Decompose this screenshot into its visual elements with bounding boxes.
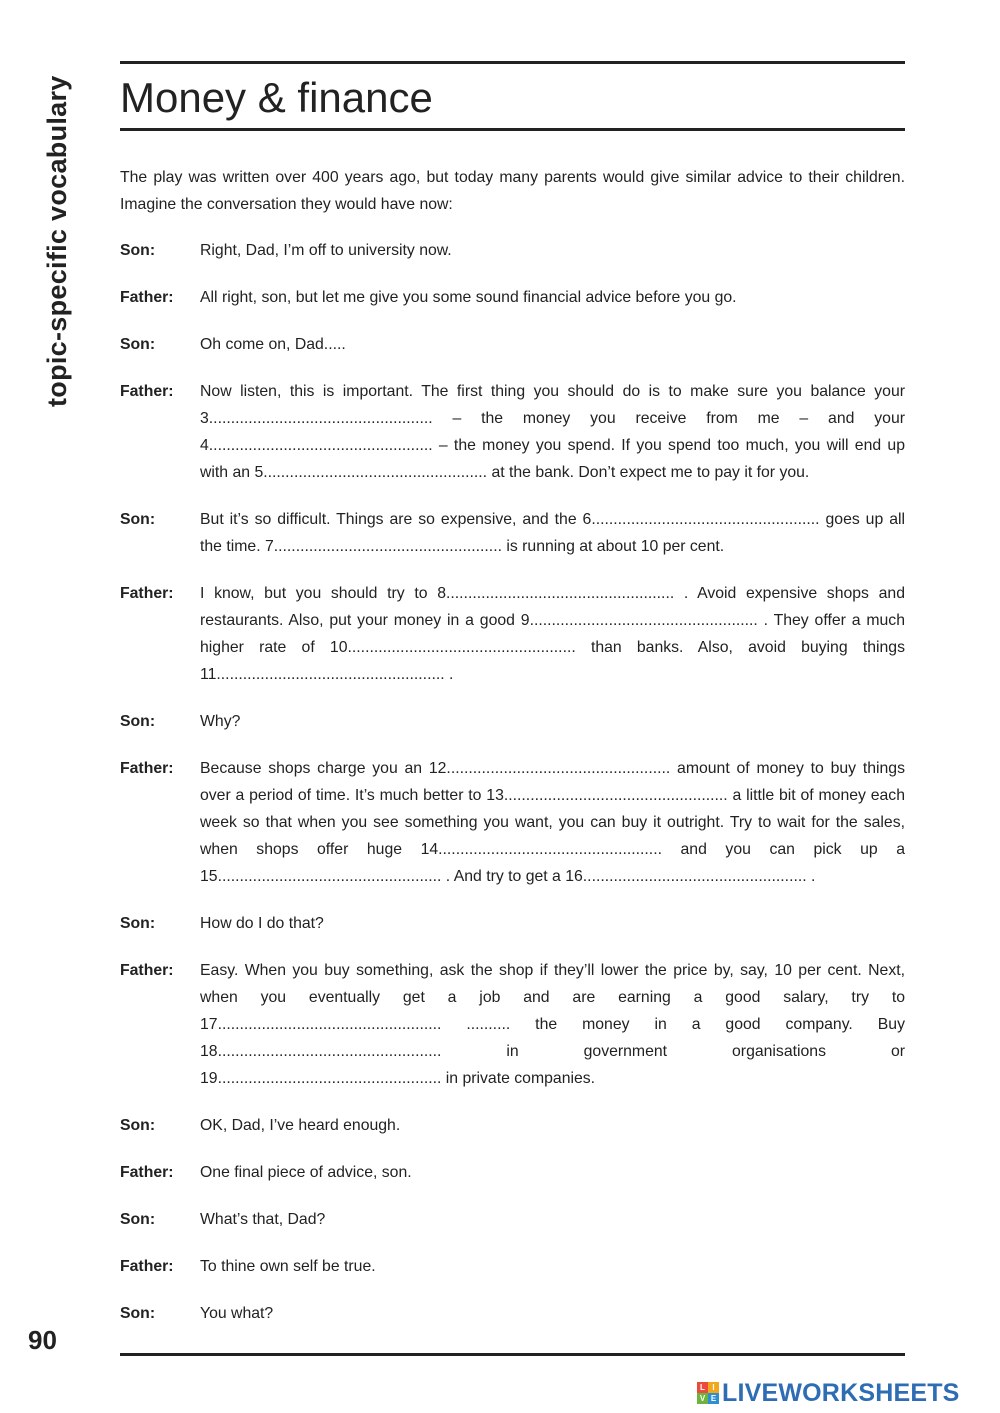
dialogue-line (120, 378, 905, 486)
speaker-label: Son: (120, 336, 156, 353)
speaker-label: Father: (120, 1258, 174, 1275)
speaker-label: Son: (120, 1117, 156, 1134)
dialogue-line (120, 284, 905, 311)
brand-name: LIVEWORKSHEETS (722, 1379, 960, 1407)
speaker-label: Father: (120, 585, 174, 602)
dialogue-line (120, 331, 905, 358)
speaker-label: Father: (120, 289, 174, 306)
logo-letter: I (708, 1382, 719, 1393)
logo-letter: V (697, 1393, 708, 1404)
speech-text: But it’s so difficult. Things are so expensive, and the 6.................................................... goes up all the time. 7.................................................... is running at about 10 per cent. (200, 511, 905, 555)
speaker-label: Father: (120, 1164, 174, 1181)
dialogue-line (120, 580, 905, 688)
speech-text: Easy. When you buy something, ask the shop if they’ll lower the price by, say, 10 per cent. Next, when you eventually get a job and are earning a good salary, try to 17................................................... .......... the money in a good company. Buy 18................................................... in government organisations or 19................................................... in private companies. (200, 962, 905, 1087)
dialogue-line (120, 1206, 905, 1233)
brand-watermark (697, 1378, 960, 1408)
dialogue-line (120, 1253, 905, 1280)
page-number: 90 (28, 1325, 57, 1355)
dialogue-line (120, 1112, 905, 1139)
dialogue (120, 237, 905, 1347)
dialogue-line (120, 755, 905, 890)
top-rule (120, 61, 905, 64)
speech-text: One final piece of advice, son. (200, 1164, 412, 1181)
dialogue-line (120, 708, 905, 735)
dialogue-line (120, 957, 905, 1092)
speaker-label: Son: (120, 1305, 156, 1322)
speech-text: Oh come on, Dad..... (200, 336, 346, 353)
topic-side-label: topic-specific vocabulary (42, 75, 72, 407)
speaker-label: Son: (120, 915, 156, 932)
intro-paragraph: The play was written over 400 years ago, but today many parents would give similar advice to their children. Imagine the conversation they would have now: (120, 169, 905, 213)
speech-text: To thine own self be true. (200, 1258, 376, 1275)
speech-text: All right, son, but let me give you some sound financial advice before you go. (200, 289, 737, 306)
speaker-label: Son: (120, 511, 156, 528)
bottom-rule (120, 1353, 905, 1356)
speech-text: Right, Dad, I’m off to university now. (200, 242, 452, 259)
speech-text: OK, Dad, I’ve heard enough. (200, 1117, 401, 1134)
speaker-label: Father: (120, 383, 174, 400)
speaker-label: Father: (120, 760, 174, 777)
dialogue-line (120, 237, 905, 264)
speech-text: You what? (200, 1305, 274, 1322)
speaker-label: Son: (120, 713, 156, 730)
speech-text: Now listen, this is important. The first thing you should do is to make sure you balance your 3................................................... – the money you receive from me – and your 4................................................... – the money you spend. If you spend too much, you will end up with an 5................................................... at the bank. Don’t expect me to pay it for you. (200, 383, 905, 481)
logo-letter: L (697, 1382, 708, 1393)
title-rule (120, 128, 905, 131)
speech-text: I know, but you should try to 8.................................................... . Avoid expensive shops and restaurants. Also, put your money in a good 9.................................................... . They offer a much higher rate of 10.................................................... than banks. Also, avoid buying things 11.................................................... . (200, 585, 905, 683)
speech-text: Because shops charge you an 12................................................... amount of money to buy things over a period of time. It’s much better to 13................................................... a little bit of money each week so that when you see something you want, you can buy it outright. Try to wait for the sales, when shops offer huge 14................................................... and you can pick up a 15................................................... . And try to get a 16................................................... . (200, 760, 905, 885)
speech-text: What’s that, Dad? (200, 1211, 326, 1228)
logo-letter: E (708, 1393, 719, 1404)
speech-text: Why? (200, 713, 241, 730)
brand-logo-icon (697, 1382, 719, 1404)
page-title: Money & finance (120, 74, 433, 121)
speaker-label: Son: (120, 242, 156, 259)
dialogue-line (120, 910, 905, 937)
speaker-label: Son: (120, 1211, 156, 1228)
speech-text: How do I do that? (200, 915, 324, 932)
speaker-label: Father: (120, 962, 174, 979)
dialogue-line (120, 1300, 905, 1327)
dialogue-line (120, 1159, 905, 1186)
dialogue-line (120, 506, 905, 560)
